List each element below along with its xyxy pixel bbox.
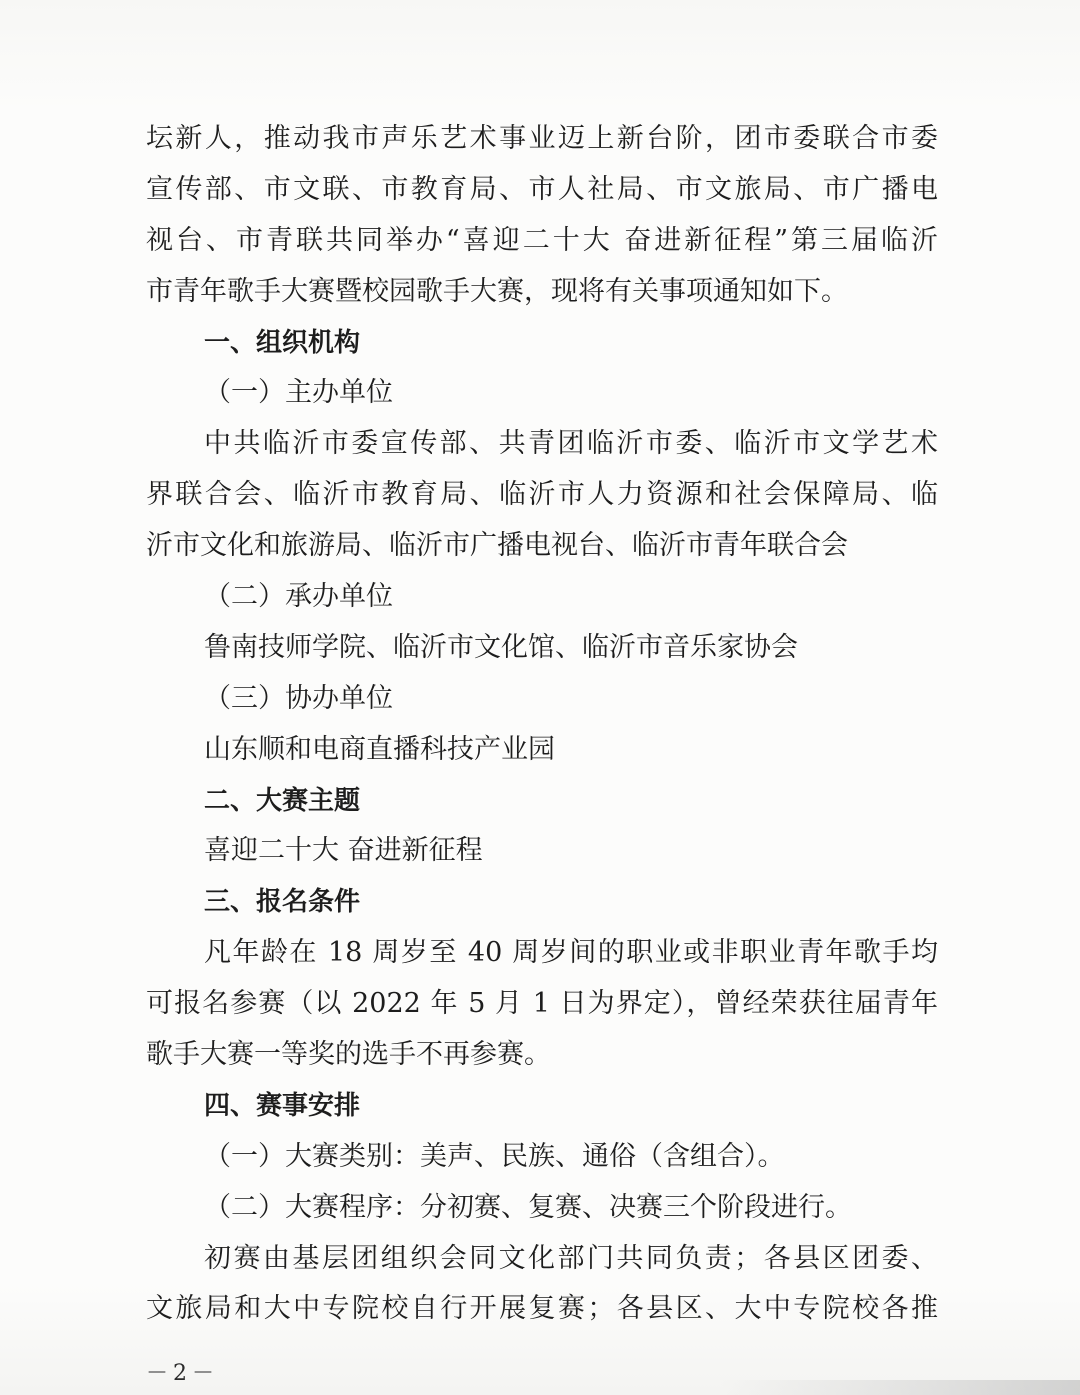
page-number: －2－ xyxy=(146,1361,219,1386)
contest-procedure-item: （二）大赛程序：分初赛、复赛、决赛三个阶段进行。 xyxy=(204,1191,852,1223)
section-1-heading: 一、组织机构 xyxy=(204,327,361,358)
document-body xyxy=(146,114,938,1335)
section-4-heading: 四、赛事安排 xyxy=(204,1090,361,1121)
organizers-line-2: 界联合会、临沂市教育局、临沂市人力资源和社会保障局、临 xyxy=(146,479,938,511)
schedule-line-1: 初赛由基层团组织会同文化部门共同负责；各县区团委、 xyxy=(204,1242,938,1274)
section-1-sub-2-heading: （二）承办单位 xyxy=(204,581,393,613)
eligibility-line-1: 凡年龄在 18 周岁至 40 周岁间的职业或非职业青年歌手均 xyxy=(204,937,938,969)
eligibility-line-3: 歌手大赛一等奖的选手不再参赛。 xyxy=(146,1039,551,1071)
co-organizer-text: 山东顺和电商直播科技产业园 xyxy=(204,733,555,765)
contest-theme-text: 喜迎二十大 奋进新征程 xyxy=(204,835,483,867)
organizers-line-3: 沂市文化和旅游局、临沂市广播电视台、临沂市青年联合会 xyxy=(146,530,848,562)
intro-paragraph-line-2: 宣传部、市文联、市教育局、市人社局、市文旅局、市广播电 xyxy=(146,173,938,205)
intro-paragraph-line-4: 市青年歌手大赛暨校园歌手大赛，现将有关事项通知如下。 xyxy=(146,275,848,307)
organizers-line-1: 中共临沂市委宣传部、共青团临沂市委、临沂市文学艺术 xyxy=(204,428,938,460)
section-2-heading: 二、大赛主题 xyxy=(204,785,361,816)
contest-categories-item: （一）大赛类别：美声、民族、通俗（含组合）。 xyxy=(204,1140,785,1172)
eligibility-line-2: 可报名参赛（以 2022 年 5 月 1 日为界定），曾经荣获往届青年 xyxy=(146,988,938,1020)
intro-paragraph-line-1: 坛新人，推动我市声乐艺术事业迈上新台阶，团市委联合市委 xyxy=(146,123,938,154)
section-1-sub-3-heading: （三）协办单位 xyxy=(204,682,393,714)
intro-paragraph-line-3: 视台、市青联共同举办“喜迎二十大 奋进新征程”第三届临沂 xyxy=(146,224,938,256)
schedule-line-2: 文旅局和大中专院校自行开展复赛；各县区、大中专院校各推 xyxy=(146,1293,938,1325)
section-3-heading: 三、报名条件 xyxy=(204,887,361,918)
host-units-text: 鲁南技师学院、临沂市文化馆、临沂市音乐家协会 xyxy=(204,631,798,663)
page-edge-shadow xyxy=(720,1380,1080,1395)
section-1-sub-1-heading: （一）主办单位 xyxy=(204,377,393,409)
